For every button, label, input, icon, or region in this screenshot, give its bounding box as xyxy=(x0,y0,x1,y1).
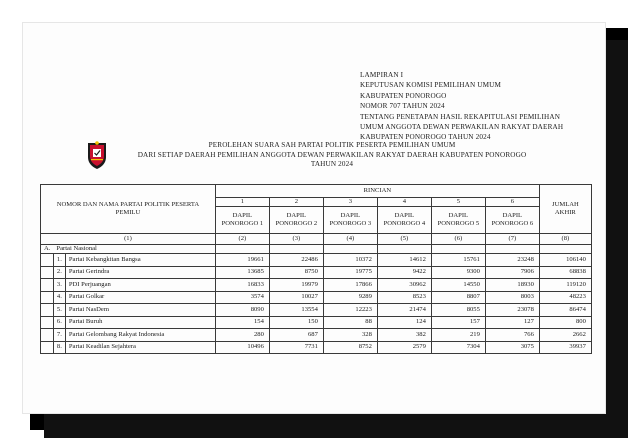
party-name: Partai Keadilan Sejahtera xyxy=(65,341,215,354)
dapil-vote: 23078 xyxy=(485,304,539,317)
party-name: Partai Gelombang Rakyat Indonesia xyxy=(65,329,215,342)
section-letter: A. xyxy=(41,245,54,254)
table-row xyxy=(41,329,592,342)
dapil-label: DAPIL PONOROGO 5 xyxy=(431,207,485,234)
dapil-vote: 10027 xyxy=(269,291,323,304)
dapil-vote: 7906 xyxy=(485,266,539,279)
dapil-vote: 16833 xyxy=(215,279,269,292)
dapil-vote: 157 xyxy=(431,316,485,329)
dapil-vote: 88 xyxy=(323,316,377,329)
party-number: 8. xyxy=(53,341,65,354)
party-name: Partai Kebangkitan Bangsa xyxy=(65,254,215,267)
dapil-vote: 2579 xyxy=(377,341,431,354)
dapil-label: DAPIL PONOROGO 6 xyxy=(485,207,539,234)
dapil-vote: 15761 xyxy=(431,254,485,267)
dapil-vote: 23248 xyxy=(485,254,539,267)
column-index: (4) xyxy=(323,234,377,245)
party-name: PDI Perjuangan xyxy=(65,279,215,292)
dapil-vote: 14612 xyxy=(377,254,431,267)
party-number: 4. xyxy=(53,291,65,304)
dapil-label: DAPIL PONOROGO 4 xyxy=(377,207,431,234)
total-vote: 68838 xyxy=(539,266,591,279)
dapil-label: DAPIL PONOROGO 3 xyxy=(323,207,377,234)
dapil-vote: 17866 xyxy=(323,279,377,292)
attachment-line: TENTANG PENETAPAN HASIL REKAPITULASI PEMILIHAN xyxy=(360,112,561,121)
document-title xyxy=(122,141,542,170)
attachment-line: KEPUTUSAN KOMISI PEMILIHAN UMUM xyxy=(360,81,502,90)
table-row xyxy=(41,254,592,267)
dapil-label: DAPIL PONOROGO 2 xyxy=(269,207,323,234)
dapil-vote: 8090 xyxy=(215,304,269,317)
dapil-vote: 3574 xyxy=(215,291,269,304)
kpu-logo-icon xyxy=(86,140,108,170)
dapil-vote: 8807 xyxy=(431,291,485,304)
total-vote: 800 xyxy=(539,316,591,329)
table-row xyxy=(41,304,592,317)
total-vote: 48223 xyxy=(539,291,591,304)
dapil-vote: 124 xyxy=(377,316,431,329)
document-page xyxy=(22,22,606,414)
dapil-vote: 13685 xyxy=(215,266,269,279)
column-index: (7) xyxy=(485,234,539,245)
title-line: PEROLEHAN SUARA SAH PARTAI POLITIK PESERTA PEMILIHAN UMUM xyxy=(208,141,456,149)
dapil-vote: 219 xyxy=(431,329,485,342)
dapil-vote: 10496 xyxy=(215,341,269,354)
table-row xyxy=(41,266,592,279)
dapil-number: 2 xyxy=(269,198,323,207)
column-index: (6) xyxy=(431,234,485,245)
rincian-header: RINCIAN xyxy=(215,185,539,198)
table-row xyxy=(41,291,592,304)
dapil-vote: 280 xyxy=(215,329,269,342)
attachment-line: KABUPATEN PONOROGO TAHUN 2024 xyxy=(360,133,491,142)
title-line: DARI SETIAP DAERAH PEMILIHAN ANGGOTA DEWAN PERWAKILAN RAKYAT DAERAH KABUPATEN PONOROGO xyxy=(137,150,527,159)
dapil-number: 6 xyxy=(485,198,539,207)
dapil-vote: 7304 xyxy=(431,341,485,354)
dapil-label: DAPIL PONOROGO 1 xyxy=(215,207,269,234)
party-name: Partai NasDem xyxy=(65,304,215,317)
dapil-vote: 19979 xyxy=(269,279,323,292)
dapil-vote: 8055 xyxy=(431,304,485,317)
dapil-vote: 7731 xyxy=(269,341,323,354)
dapil-vote: 21474 xyxy=(377,304,431,317)
party-name: Partai Golkar xyxy=(65,291,215,304)
total-vote: 39937 xyxy=(539,341,591,354)
dapil-vote: 30962 xyxy=(377,279,431,292)
party-number: 2. xyxy=(53,266,65,279)
total-vote: 86474 xyxy=(539,304,591,317)
dapil-number: 1 xyxy=(215,198,269,207)
dapil-vote: 8750 xyxy=(269,266,323,279)
title-line: TAHUN 2024 xyxy=(310,160,354,169)
party-number: 6. xyxy=(53,316,65,329)
dapil-vote: 9289 xyxy=(323,291,377,304)
dapil-number: 5 xyxy=(431,198,485,207)
party-number: 5. xyxy=(53,304,65,317)
column-index: (5) xyxy=(377,234,431,245)
attachment-line: KABUPATEN PONOROGO xyxy=(360,91,447,100)
dapil-vote: 154 xyxy=(215,316,269,329)
dapil-vote: 19775 xyxy=(323,266,377,279)
column-index: (3) xyxy=(269,234,323,245)
dapil-vote: 127 xyxy=(485,316,539,329)
dapil-vote: 382 xyxy=(377,329,431,342)
total-vote: 106140 xyxy=(539,254,591,267)
table-row xyxy=(41,341,592,354)
dapil-vote: 328 xyxy=(323,329,377,342)
section-name: Partai Nasional xyxy=(53,245,215,254)
party-number: 3. xyxy=(53,279,65,292)
party-name: Partai Gerindra xyxy=(65,266,215,279)
attachment-line: LAMPIRAN I xyxy=(360,71,404,79)
attachment-line: NOMOR 707 TAHUN 2024 xyxy=(360,102,445,111)
column-index: (8) xyxy=(539,234,591,245)
dapil-vote: 8752 xyxy=(323,341,377,354)
column-index: (2) xyxy=(215,234,269,245)
table-row xyxy=(41,316,592,329)
dapil-number: 4 xyxy=(377,198,431,207)
vote-table xyxy=(40,184,592,354)
dapil-vote: 10372 xyxy=(323,254,377,267)
total-vote: 119120 xyxy=(539,279,591,292)
total-vote: 2662 xyxy=(539,329,591,342)
dapil-vote: 22486 xyxy=(269,254,323,267)
dapil-vote: 3075 xyxy=(485,341,539,354)
dapil-vote: 150 xyxy=(269,316,323,329)
table-row xyxy=(41,279,592,292)
dapil-vote: 14550 xyxy=(431,279,485,292)
dapil-number: 3 xyxy=(323,198,377,207)
jumlah-header: JUMLAH AKHIR xyxy=(539,185,591,234)
party-column-header: NOMOR DAN NAMA PARTAI POLITIK PESERTA PEMILU xyxy=(41,185,216,234)
column-index: (1) xyxy=(41,234,216,245)
dapil-vote: 9422 xyxy=(377,266,431,279)
dapil-vote: 13554 xyxy=(269,304,323,317)
dapil-vote: 8003 xyxy=(485,291,539,304)
dapil-vote: 8523 xyxy=(377,291,431,304)
dapil-vote: 18930 xyxy=(485,279,539,292)
dapil-vote: 766 xyxy=(485,329,539,342)
party-number: 1. xyxy=(53,254,65,267)
dapil-vote: 9300 xyxy=(431,266,485,279)
party-name: Partai Buruh xyxy=(65,316,215,329)
dapil-vote: 19661 xyxy=(215,254,269,267)
dapil-vote: 687 xyxy=(269,329,323,342)
attachment-line: UMUM ANGGOTA DEWAN PERWAKILAN RAKYAT DAERAH xyxy=(360,123,564,132)
dapil-vote: 12223 xyxy=(323,304,377,317)
party-number: 7. xyxy=(53,329,65,342)
attachment-header xyxy=(360,70,610,143)
